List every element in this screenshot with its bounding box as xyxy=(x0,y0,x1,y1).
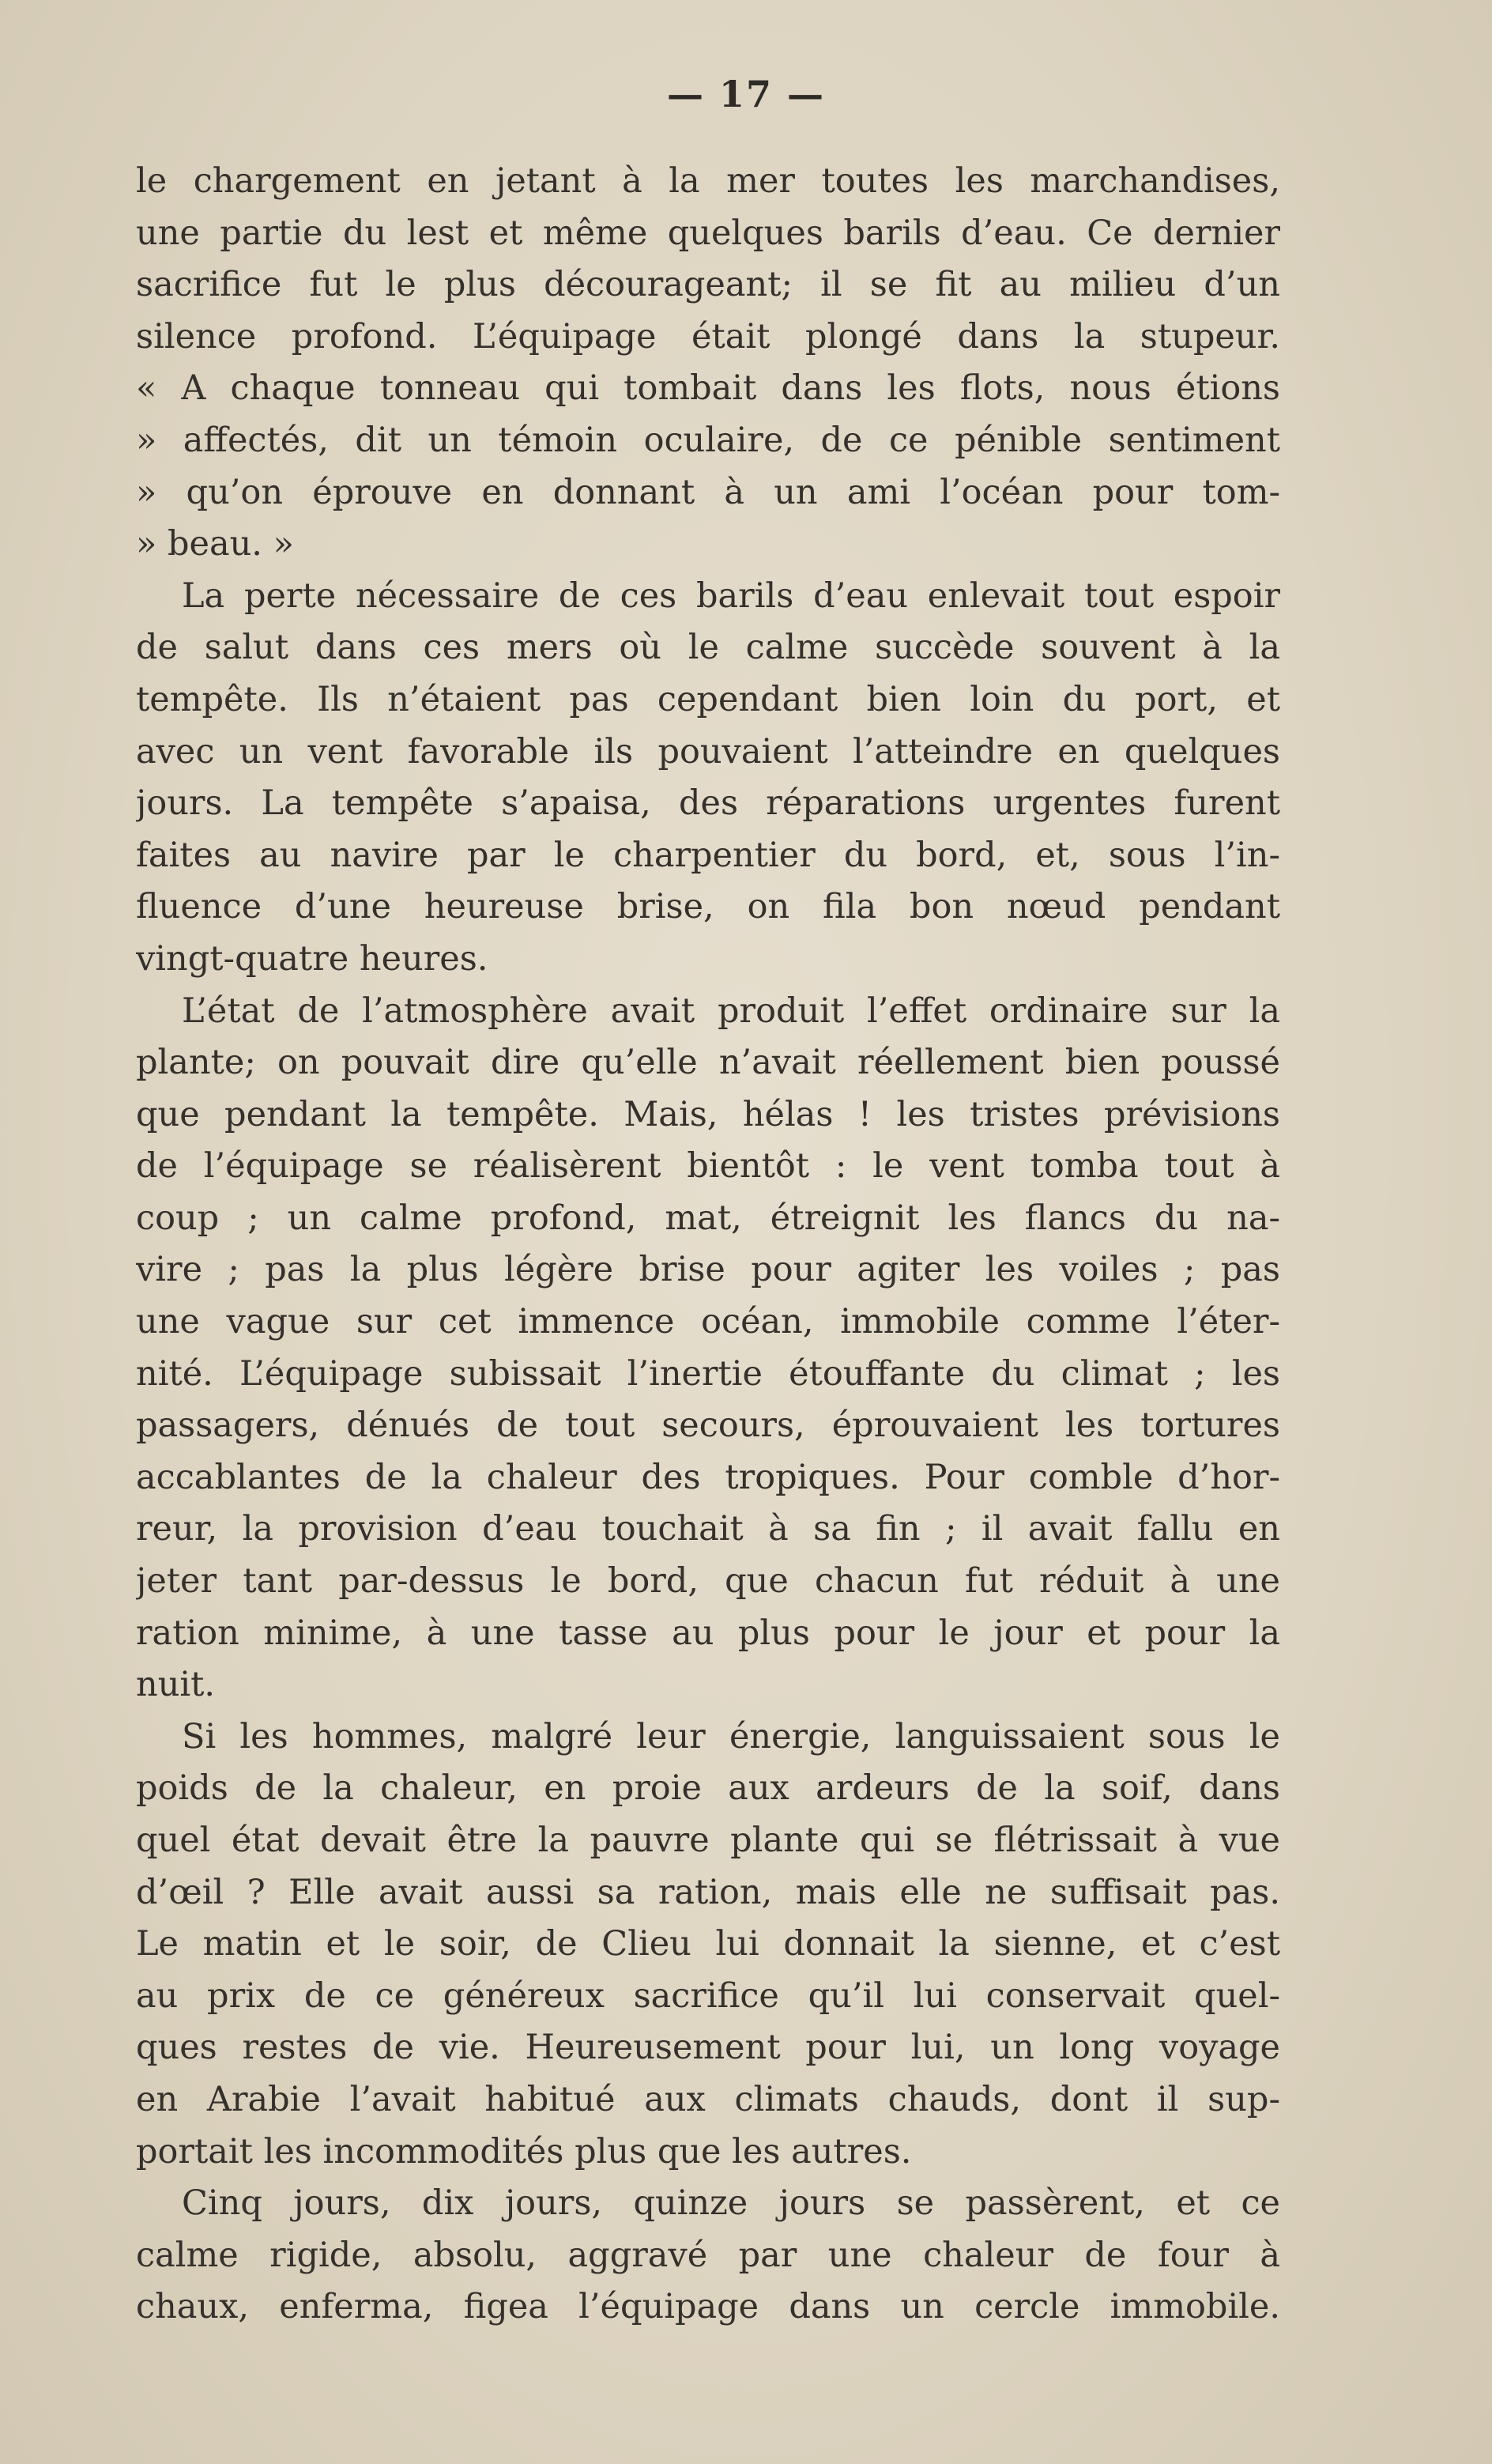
text-line: nuit. xyxy=(136,1665,216,1705)
text-line: une vague sur cet immence océan, immobile comme l’éter- xyxy=(136,1302,1280,1342)
text-line: tempête. Ils n’étaient pas cependant bien loin du port, et xyxy=(136,679,1280,719)
text-line: La perte nécessaire de ces barils d’eau enlevait tout espoir xyxy=(182,575,1280,616)
text-line: accablantes de la chaleur des tropiques. Pour comble d’hor- xyxy=(136,1457,1280,1497)
text-line: d’œil ? Elle avait aussi sa ration, mais elle ne suffisait pas. xyxy=(136,1872,1280,1912)
text-line: » beau. » xyxy=(136,524,294,564)
text-line: » qu’on éprouve en donnant à un ami l’océan pour tom- xyxy=(136,472,1280,512)
text-line: ques restes de vie. Heureusement pour lui, un long voyage xyxy=(136,2028,1280,2068)
text-line: Si les hommes, malgré leur énergie, languissaient sous le xyxy=(182,1716,1280,1756)
text-line: de salut dans ces mers où le calme succède souvent à la xyxy=(136,628,1280,668)
text-line: fluence d’une heureuse brise, on fila bon nœud pendant xyxy=(136,887,1280,927)
body-text xyxy=(136,156,1280,2334)
text-line: faites au navire par le charpentier du bord, et, sous l’in- xyxy=(136,835,1280,875)
text-line: vingt-quatre heures. xyxy=(136,938,488,979)
text-line: ration minime, à une tasse au plus pour le jour et pour la xyxy=(136,1613,1280,1653)
text-line: silence profond. L’équipage était plongé dans la stupeur. xyxy=(136,316,1280,357)
text-line: une partie du lest et même quelques barils d’eau. Ce dernier xyxy=(136,213,1280,253)
text-line: en Arabie l’avait habitué aux climats chauds, dont il sup- xyxy=(136,2079,1280,2119)
text-line: sacrifice fut le plus décourageant; il se fit au milieu d’un xyxy=(136,265,1280,305)
text-line: le chargement en jetant à la mer toutes les marchandises, xyxy=(136,161,1280,201)
text-line: » affectés, dit un témoin oculaire, de ce pénible sentiment xyxy=(136,420,1280,460)
text-line: quel état devait être la pauvre plante qui se flétrissait à vue xyxy=(136,1821,1280,1860)
text-line: « A chaque tonneau qui tombait dans les flots, nous étions xyxy=(136,368,1280,409)
text-line: au prix de ce généreux sacrifice qu’il lui conservait quel- xyxy=(136,1975,1280,2016)
text-line: avec un vent favorable ils pouvaient l’atteindre en quelques xyxy=(136,731,1280,772)
text-line: L’état de l’atmosphère avait produit l’effet ordinaire sur la xyxy=(182,991,1280,1031)
text-line: calme rigide, absolu, aggravé par une chaleur de four à xyxy=(136,2235,1280,2275)
text-line: Cinq jours, dix jours, quinze jours se passèrent, et ce xyxy=(182,2183,1280,2224)
text-line: jours. La tempête s’apaisa, des réparations urgentes furent xyxy=(136,783,1280,824)
text-line: reur, la provision d’eau touchait à sa fin ; il avait fallu en xyxy=(136,1509,1280,1549)
text-line: vire ; pas la plus légère brise pour agiter les voiles ; pas xyxy=(136,1250,1280,1290)
text-line: de l’équipage se réalisèrent bientôt : le vent tomba tout à xyxy=(136,1146,1280,1187)
text-line: poids de la chaleur, en proie aux ardeurs de la soif, dans xyxy=(136,1768,1280,1809)
text-line: Le matin et le soir, de Clieu lui donnait la sienne, et c’est xyxy=(136,1924,1280,1964)
text-line: plante; on pouvait dire qu’elle n’avait réellement bien poussé xyxy=(136,1043,1280,1083)
text-line: que pendant la tempête. Mais, hélas ! les tristes prévisions xyxy=(136,1094,1280,1134)
text-line: portait les incommodités plus que les autres. xyxy=(136,2131,912,2172)
text-line: coup ; un calme profond, mat, étreignit les flancs du na- xyxy=(136,1198,1280,1238)
text-line: jeter tant par-dessus le bord, que chacun fut réduit à une xyxy=(136,1561,1280,1602)
page-number: — 17 — xyxy=(666,73,826,115)
text-line: chaux, enferma, figea l’équipage dans un cercle immobile. xyxy=(136,2287,1280,2327)
text-line: nité. L’équipage subissait l’inertie étouffante du climat ; les xyxy=(136,1353,1280,1394)
text-line: passagers, dénués de tout secours, éprouvaient les tortures xyxy=(136,1406,1280,1446)
